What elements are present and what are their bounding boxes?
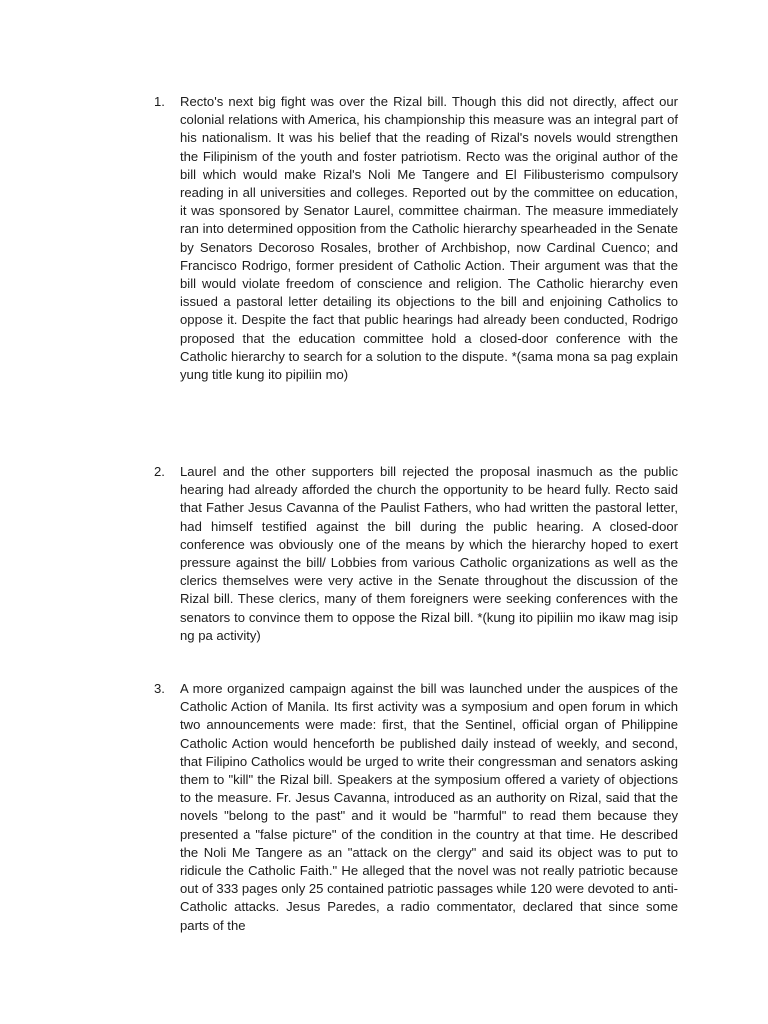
list-item-text: A more organized campaign against the bill was launched under the auspices of the Catholic Action of Manila. Its first activity was a symposium and open forum in which two announcements were made: first, that the Sentinel, official organ of Philippine Catholic Action would henceforth be published daily instead of weekly, and second, that Filipino Catholics would be urged to write their congressman and senators asking them to "kill" the Rizal bill. Speakers at the symposium offered a variety of objections to the measure. Fr. Jesus Cavanna, introduced as an authority on Rizal, said that the novels "belong to the past" and it would be "harmful" to read them because they presented a "false picture" of the condition in the country at that time. He described the Noli Me Tangere as an "attack on the clergy" and said its object was to put to ridicule the Catholic Faith." He alleged that the novel was not really patriotic because out of 333 pages only 25 contained patriotic passages while 120 were devoted to anti-Catholic attacks. Jesus Paredes, a radio commentator, declared that since some parts of the bbox=[180, 681, 678, 933]
list-item-text: Recto's next big fight was over the Rizal bill. Though this did not directly, affect our colonial relations with America, his championship this measure was an integral part of his nationalism. It was his belief that the reading of Rizal's novels would strengthen the Filipinism of the youth and foster patriotism. Recto was the original author of the bill which would make Rizal's Noli Me Tangere and El Filibusterismo compulsory reading in all universities and colleges. Reported out by the committee on education, it was sponsored by Senator Laurel, committee chairman. The measure immediately ran into determined opposition from the Catholic hierarchy spearheaded in the Senate by Senators Decoroso Rosales, brother of Archbishop, now Cardinal Cuenco; and Francisco Rodrigo, former president of Catholic Action. Their argument was that the bill would violate freedom of conscience and religion. The Catholic hierarchy even issued a pastoral letter detailing its objections to the bill and enjoining Catholics to oppose it. Despite the fact that public hearings had already been conducted, Rodrigo proposed that the education committee hold a closed-door conference with the Catholic hierarchy to search for a solution to the dispute. *(sama mona sa pag explain yung title kung ito pipiliin mo) bbox=[180, 94, 678, 383]
list-item-number: 3. bbox=[154, 681, 165, 696]
list-item bbox=[154, 93, 678, 384]
list-item-number: 2. bbox=[154, 464, 165, 479]
list-item bbox=[154, 680, 678, 935]
list-item bbox=[154, 463, 678, 645]
list-item-text: Laurel and the other supporters bill rejected the proposal inasmuch as the public hearing had already afforded the church the opportunity to be heard fully. Recto said that Father Jesus Cavanna of the Paulist Fathers, who had written the pastoral letter, had himself testified against the bill during the public hearing. A closed-door conference was obviously one of the means by which the hierarchy hoped to exert pressure against the bill/ Lobbies from various Catholic organizations as well as the clerics themselves were very active in the Senate throughout the discussion of the Rizal bill. These clerics, many of them foreigners were seeking conferences with the senators to convince them to oppose the Rizal bill. *(kung ito pipiliin mo ikaw mag isip ng pa activity) bbox=[180, 464, 678, 643]
list-item-number: 1. bbox=[154, 94, 165, 109]
